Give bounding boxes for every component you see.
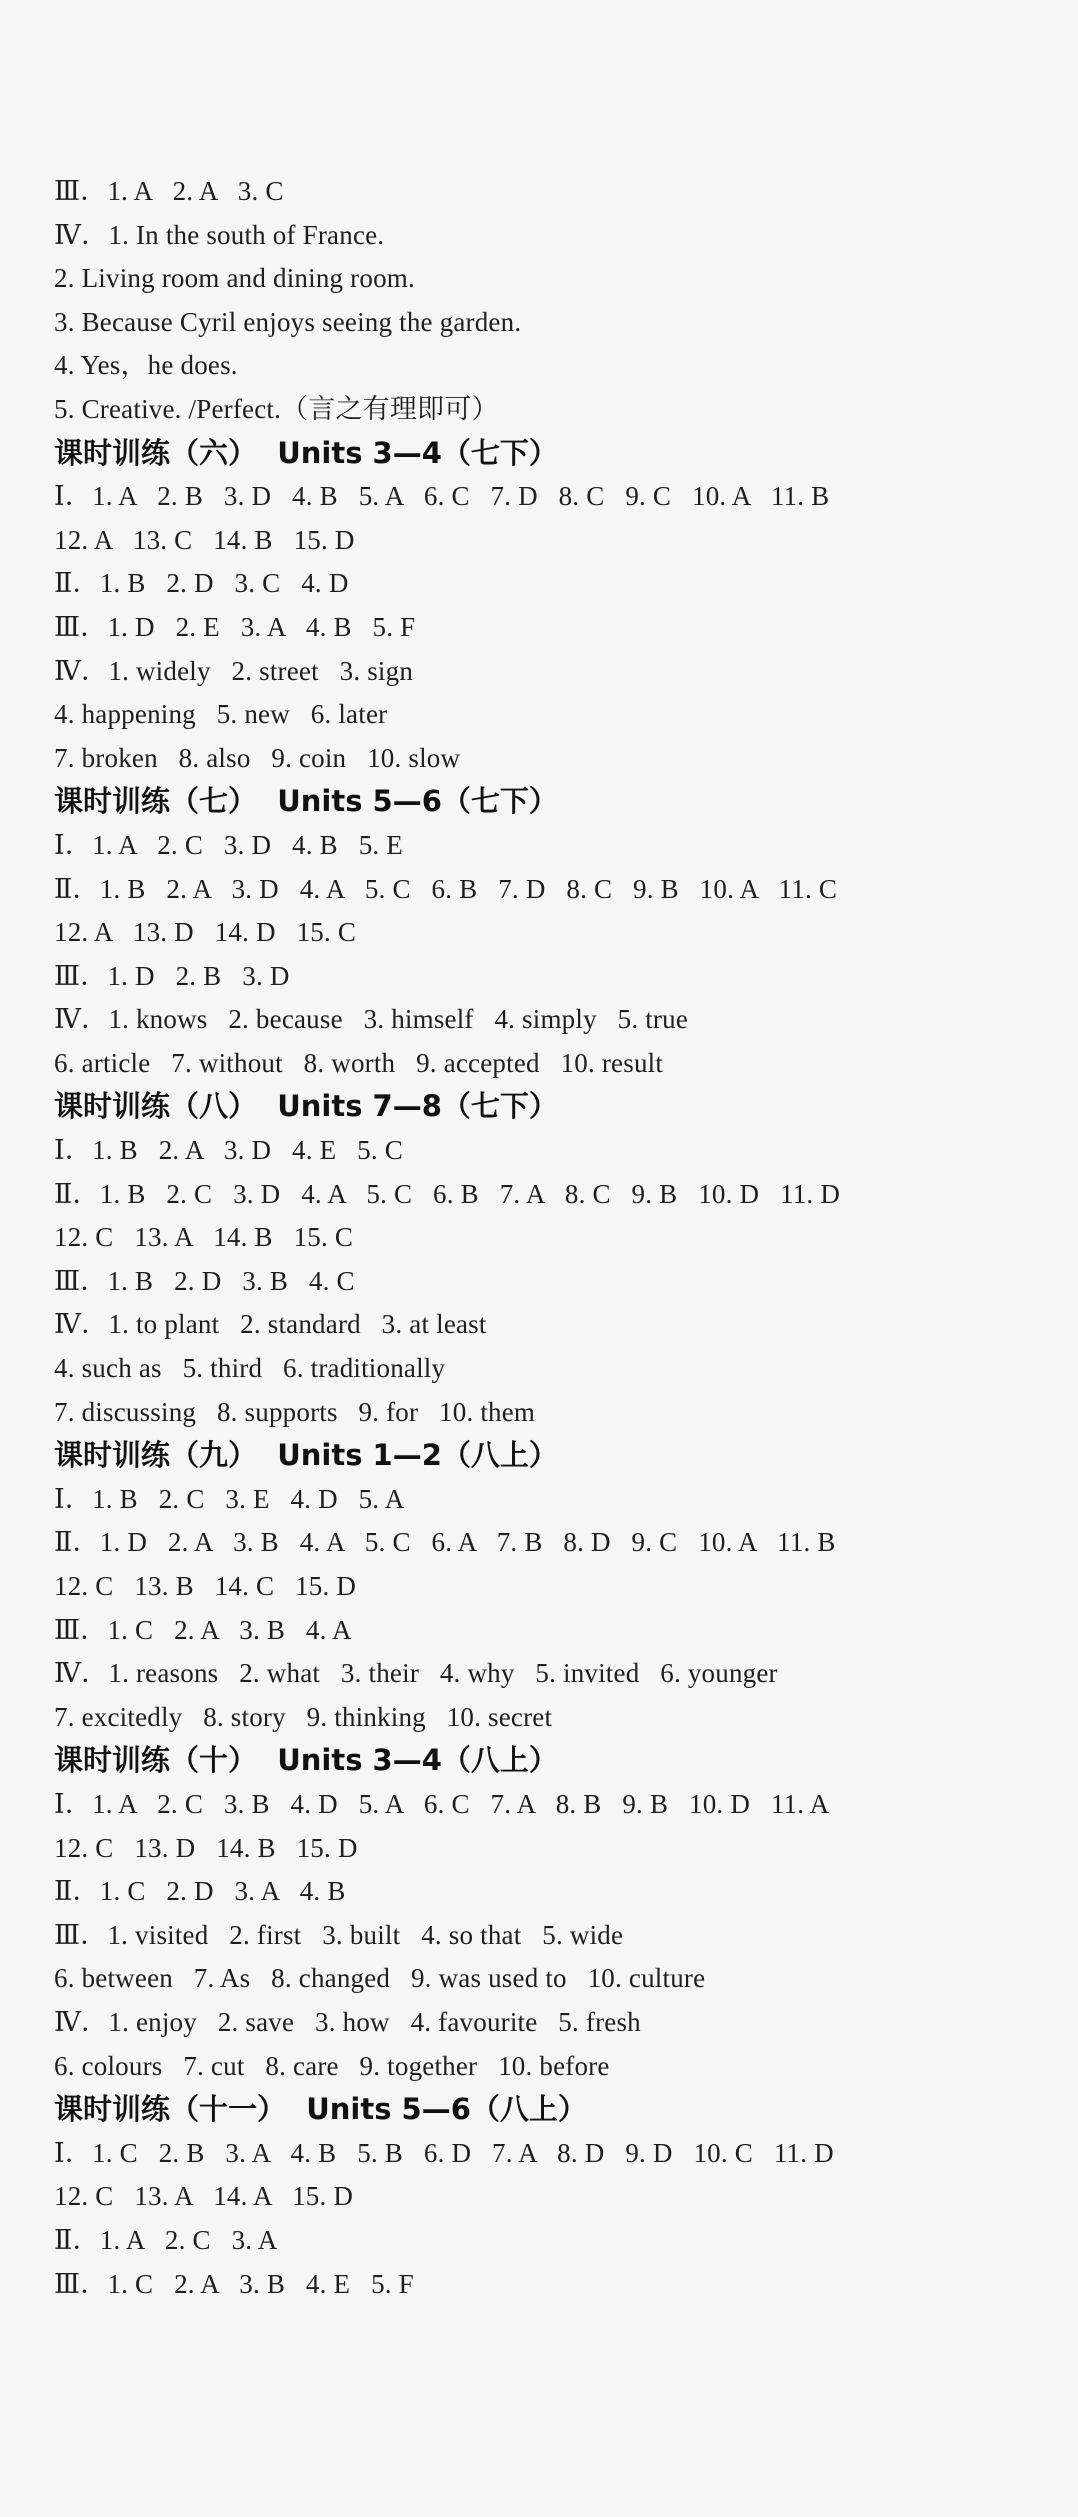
section-heading: 课时训练（九） Units 1—2（八上） bbox=[54, 1438, 558, 1473]
section-heading: 课时训练（七） Units 5—6（七下） bbox=[54, 784, 558, 819]
answer-line: Ⅳ．1. widely 2. street 3. sign bbox=[54, 655, 414, 686]
answer-line: Ⅲ．1. B 2. D 3. B 4. C bbox=[54, 1265, 355, 1296]
answer-line: Ⅱ．1. D 2. A 3. B 4. A 5. C 6. A 7. B 8. D 9. C 10. A 11. B bbox=[54, 1527, 836, 1558]
answer-line: Ⅲ．1. D 2. B 3. D bbox=[54, 960, 290, 991]
answer-line: Ⅱ．1. C 2. D 3. A 4. B bbox=[54, 1876, 346, 1907]
answer-line: Ⅲ．1. visited 2. first 3. built 4. so that 5. wide bbox=[54, 1919, 624, 1950]
answer-line: Ⅰ．1. C 2. B 3. A 4. B 5. B 6. D 7. A 8. D 9. D 10. C 11. D bbox=[54, 2137, 834, 2168]
answer-line: 3. Because Cyril enjoys seeing the garden. bbox=[54, 306, 522, 337]
answer-line: 4. happening 5. new 6. later bbox=[54, 699, 388, 730]
answer-line: Ⅱ．1. B 2. D 3. C 4. D bbox=[54, 568, 349, 599]
answer-line: 6. article 7. without 8. worth 9. accepted 10. result bbox=[54, 1047, 664, 1078]
answer-line: 2. Living room and dining room. bbox=[54, 263, 415, 294]
answer-line: Ⅲ．1. C 2. A 3. B 4. A bbox=[54, 1614, 352, 1645]
section-heading: 课时训练（十一） Units 5—6（八上） bbox=[54, 2092, 587, 2127]
answer-line: Ⅰ．1. A 2. C 3. B 4. D 5. A 6. C 7. A 8. B 9. B 10. D 11. A bbox=[54, 1788, 830, 1819]
answer-line: 12. C 13. B 14. C 15. D bbox=[54, 1571, 357, 1601]
answer-line: Ⅳ．1. enjoy 2. save 3. how 4. favourite 5. fresh bbox=[54, 2006, 641, 2037]
answer-line: 4. such as 5. third 6. traditionally bbox=[54, 1353, 446, 1384]
answer-line: 12. C 13. D 14. B 15. D bbox=[54, 1832, 358, 1863]
answer-line: Ⅲ．1. D 2. E 3. A 4. B 5. F bbox=[54, 611, 416, 642]
answer-line: Ⅳ．1. knows 2. because 3. himself 4. simply 5. true bbox=[54, 1004, 688, 1035]
answer-line: Ⅱ．1. B 2. C 3. D 4. A 5. C 6. B 7. A 8. C 9. B 10. D 11. D bbox=[54, 1178, 841, 1209]
section-heading: 课时训练（八） Units 7—8（七下） bbox=[54, 1089, 558, 1124]
answer-line: 7. excitedly 8. story 9. thinking 10. secret bbox=[54, 1701, 553, 1732]
answer-line: 6. between 7. As 8. changed 9. was used to 10. culture bbox=[54, 1963, 706, 1994]
answer-line: Ⅳ．1. In the south of France. bbox=[54, 219, 385, 250]
answer-line: 12. C 13. A 14. A 15. D bbox=[54, 2181, 354, 2212]
answer-list bbox=[54, 170, 1038, 2306]
answer-line: Ⅲ．1. A 2. A 3. C bbox=[54, 176, 284, 206]
answer-line: Ⅳ．1. to plant 2. standard 3. at least bbox=[54, 1309, 487, 1340]
answer-line: 12. A 13. D 14. D 15. C bbox=[54, 917, 357, 948]
answer-line: Ⅲ．1. C 2. A 3. B 4. E 5. F bbox=[54, 2268, 414, 2299]
answer-line: 12. A 13. C 14. B 15. D bbox=[54, 524, 355, 555]
answer-line: 5. Creative. /Perfect.（言之有理即可） bbox=[54, 393, 499, 424]
answer-line: 7. broken 8. also 9. coin 10. slow bbox=[54, 742, 461, 773]
answer-line: 4. Yes，he does. bbox=[54, 350, 238, 381]
answer-line: Ⅰ．1. B 2. A 3. D 4. E 5. C bbox=[54, 1135, 403, 1166]
answer-line: Ⅰ．1. A 2. B 3. D 4. B 5. A 6. C 7. D 8. C 9. C 10. A 11. B bbox=[54, 481, 830, 512]
answer-line: Ⅰ．1. B 2. C 3. E 4. D 5. A bbox=[54, 1483, 405, 1514]
answer-line: Ⅱ．1. A 2. C 3. A bbox=[54, 2224, 278, 2255]
answer-line: 6. colours 7. cut 8. care 9. together 10. before bbox=[54, 2050, 610, 2081]
section-heading: 课时训练（十） Units 3—4（八上） bbox=[54, 1743, 558, 1778]
answer-line: Ⅳ．1. reasons 2. what 3. their 4. why 5. invited 6. younger bbox=[54, 1658, 778, 1689]
answer-line: 7. discussing 8. supports 9. for 10. them bbox=[54, 1396, 536, 1427]
answer-line: 12. C 13. A 14. B 15. C bbox=[54, 1222, 354, 1253]
section-heading: 课时训练（六） Units 3—4（七下） bbox=[54, 435, 558, 470]
answer-line: Ⅱ．1. B 2. A 3. D 4. A 5. C 6. B 7. D 8. C 9. B 10. A 11. C bbox=[54, 873, 838, 904]
answer-line: Ⅰ．1. A 2. C 3. D 4. B 5. E bbox=[54, 829, 403, 860]
